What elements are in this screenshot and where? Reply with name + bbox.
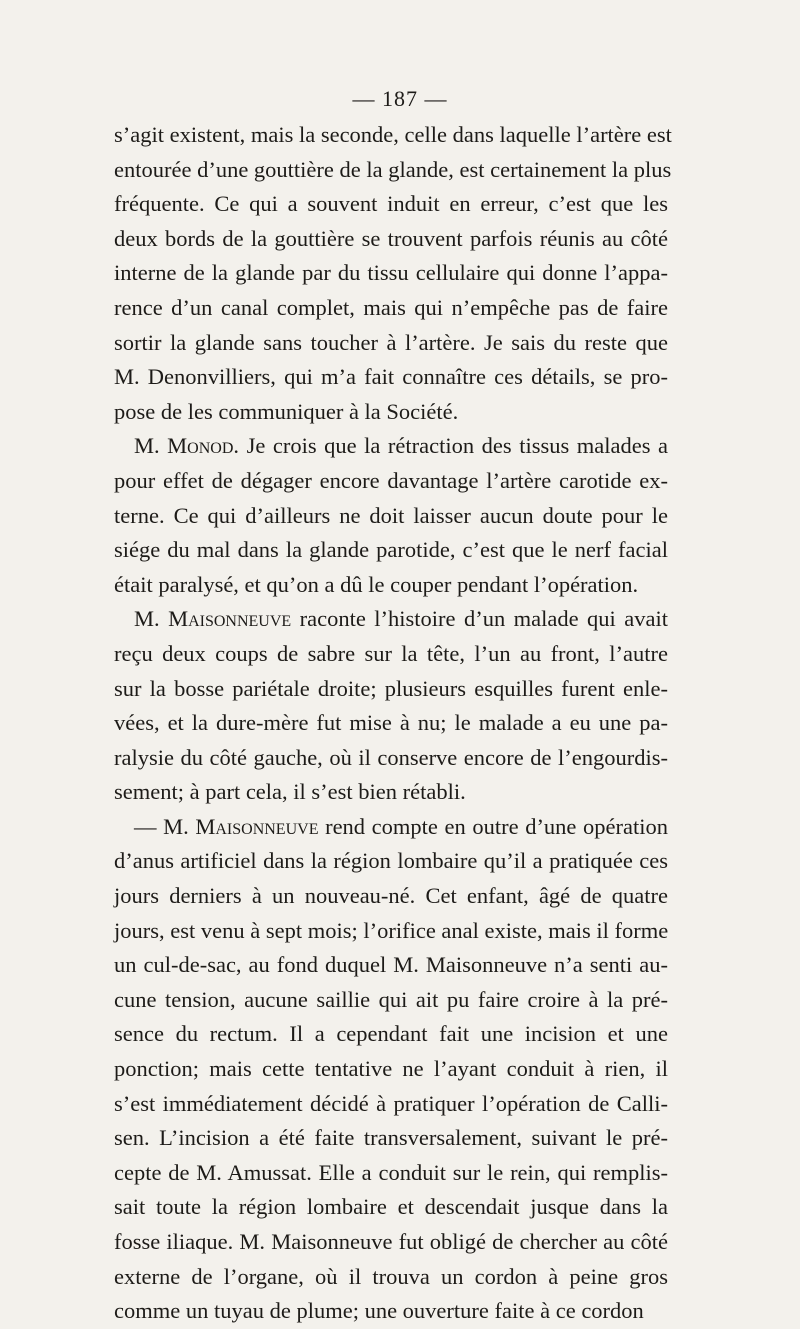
text-segment: sait toute la région lombaire et descendait jusque dans la [114, 1194, 668, 1220]
text-segment: comme un tuyau de plume; une ouverture faite à ce cordon [114, 1298, 644, 1324]
text-segment: reçu deux coups de sabre sur la tête, l’un au front, l’autre [114, 640, 668, 666]
text-line [114, 291, 668, 326]
text-segment: sen. L’incision a été faite transversalement, suivant le pré- [114, 1125, 668, 1151]
text-segment: — M. [134, 813, 196, 839]
text-segment: siége du mal dans la glande parotide, c’est que le nerf facial [114, 537, 668, 563]
text-segment: fosse iliaque. M. Maisonneuve fut obligé de chercher au côté [114, 1229, 668, 1254]
text-line [114, 153, 672, 188]
text-line [114, 533, 668, 568]
text-segment: sement; à part cela, il s’est bien rétabli. [114, 779, 466, 805]
text-line [114, 1121, 668, 1156]
text-segment: jours derniers à un nouveau-né. Cet enfant, âgé de quatre [114, 883, 668, 909]
text-segment: . Je crois que la rétraction des tissus malades a [233, 433, 668, 459]
text-segment: ponction; mais cette tentative ne l’ayant conduit à rien, il [114, 1056, 668, 1082]
text-line [114, 637, 668, 672]
paragraph [114, 429, 668, 602]
text-line [114, 741, 668, 776]
text-segment: s’agit existent, mais la seconde, celle dans laquelle l’artère est [114, 122, 672, 147]
text-line [114, 464, 668, 499]
text-line [114, 914, 668, 949]
text-segment: rend compte en outre d’une opération [318, 813, 668, 839]
paragraph [114, 810, 668, 1329]
text-line [114, 948, 668, 983]
text-segment: était paralysé, et qu’on a dû le couper pendant l’opération. [114, 571, 639, 597]
text-line [114, 1087, 668, 1122]
text-line [114, 672, 668, 707]
text-segment: rence d’un canal complet, mais qui n’empêche pas de faire [114, 294, 668, 320]
text-segment: sortir la glande sans toucher à l’artère. Je sais du reste que [114, 329, 668, 355]
text-line [114, 1052, 668, 1087]
speaker-name: Monod [167, 433, 234, 459]
body-text [114, 118, 672, 1329]
text-segment: M. [134, 433, 168, 459]
text-segment: cepte de M. Amussat. Elle a conduit sur le rein, qui remplis- [114, 1159, 668, 1185]
text-line [114, 775, 668, 810]
text-line [114, 499, 668, 534]
text-segment: deux bords de la gouttière se trouvent parfois réunis au côté [114, 225, 668, 251]
text-segment: jours, est venu à sept mois; l’orifice anal existe, mais il forme [114, 917, 669, 943]
text-line [114, 118, 672, 153]
text-line [114, 395, 668, 430]
text-segment: ralysie du côté gauche, où il conserve encore de l’engourdis- [114, 744, 668, 770]
text-segment: d’anus artificiel dans la région lombaire qu’il a pratiquée ces [114, 848, 668, 874]
text-segment: s’est immédiatement décidé à pratiquer l’opération de Calli- [114, 1090, 668, 1116]
text-line [114, 810, 668, 845]
text-line [114, 983, 668, 1018]
text-segment: cune tension, aucune saillie qui ait pu faire croire à la pré- [114, 986, 668, 1012]
text-line [114, 1225, 668, 1260]
text-segment: M. Denonvilliers, qui m’a fait connaître ces détails, se pro- [114, 364, 668, 390]
page-number: — 187 — [352, 86, 448, 111]
text-segment: sence du rectum. Il a cependant fait une incision et une [114, 1021, 668, 1047]
text-line [114, 1156, 668, 1191]
text-line [114, 1017, 668, 1052]
text-line [114, 429, 668, 464]
text-segment: un cul-de-sac, au fond duquel M. Maisonneuve n’a senti au- [114, 952, 668, 978]
text-line [114, 187, 668, 222]
text-line [114, 360, 668, 395]
text-segment: interne de la glande par du tissu cellulaire qui donne l’appa- [114, 260, 668, 286]
text-segment: vées, et la dure-mère fut mise à nu; le malade a eu une pa- [114, 710, 668, 736]
text-line [114, 1260, 668, 1295]
text-segment: externe de l’organe, où il trouva un cordon à peine gros [114, 1263, 668, 1289]
paragraph [114, 602, 668, 810]
speaker-name: Maisonneuve [168, 606, 292, 632]
text-line [114, 602, 668, 637]
text-segment: raconte l’histoire d’un malade qui avait [291, 606, 668, 632]
text-segment: pour effet de dégager encore davantage l’artère carotide ex- [114, 467, 668, 493]
speaker-name: Maisonneuve [195, 813, 319, 839]
text-line [114, 706, 668, 741]
text-line [114, 1294, 668, 1329]
text-line [114, 1190, 668, 1225]
text-segment: entourée d’une gouttière de la glande, est certainement la plus [114, 156, 672, 182]
text-line [114, 568, 668, 603]
text-segment: sur la bosse pariétale droite; plusieurs esquilles furent enle- [114, 675, 668, 701]
text-segment: fréquente. Ce qui a souvent induit en erreur, c’est que les [114, 191, 668, 217]
text-segment: pose de les communiquer à la Société. [114, 398, 459, 424]
text-line [114, 844, 668, 879]
paragraph [114, 118, 672, 429]
text-segment: terne. Ce qui d’ailleurs ne doit laisser aucun doute pour le [114, 502, 668, 528]
text-line [114, 879, 668, 914]
text-line [114, 326, 668, 361]
text-line [114, 222, 668, 257]
text-segment: M. [134, 606, 169, 632]
text-line [114, 256, 668, 291]
